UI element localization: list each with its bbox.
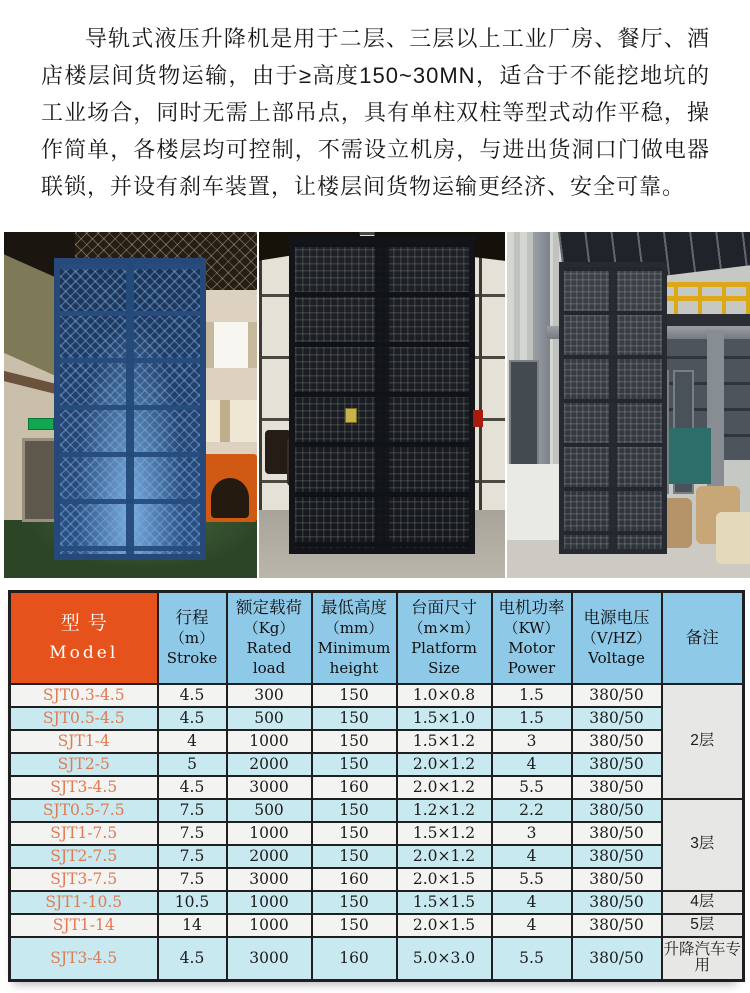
spec-cell-remark: 4层 (662, 891, 744, 914)
spec-cell-stroke: 4 (158, 730, 227, 753)
spec-header-en: Stroke (166, 649, 218, 668)
spec-cell-min_height: 150 (312, 914, 397, 937)
spec-table (8, 590, 745, 982)
spec-cell-power: 2.2 (492, 799, 572, 822)
photo1-lift-cage-tower (54, 258, 206, 560)
spec-cell-remark: 5层 (662, 914, 744, 937)
photo2-lift-cage-tower (289, 236, 475, 554)
spec-cell-voltage: 380/50 (572, 868, 662, 891)
spec-cell-stroke: 7.5 (158, 868, 227, 891)
spec-row-SJT1-14 (10, 914, 744, 937)
spec-row-SJT3-7.5 (10, 868, 744, 891)
spec-cell-power: 1.5 (492, 684, 572, 707)
spec-cell-platform: 1.0×0.8 (397, 684, 492, 707)
spec-cell-stroke: 7.5 (158, 845, 227, 868)
spec-cell-model: SJT1-10.5 (10, 891, 158, 914)
spec-cell-voltage: 380/50 (572, 914, 662, 937)
spec-cell-model: SJT2-5 (10, 753, 158, 776)
spec-cell-stroke: 5 (158, 753, 227, 776)
spec-header-en: Minimum height (317, 639, 391, 678)
spec-header-en: Voltage (588, 649, 645, 668)
spec-cell-power: 5.5 (492, 937, 572, 981)
spec-cell-stroke: 4.5 (158, 937, 227, 981)
spec-cell-model: SJT0.5-4.5 (10, 707, 158, 730)
spec-header-voltage (572, 592, 662, 684)
spec-row-SJT0.3-4.5 (10, 684, 744, 707)
spec-cell-stroke: 14 (158, 914, 227, 937)
spec-cell-platform: 1.5×1.5 (397, 891, 492, 914)
spec-cell-min_height: 150 (312, 799, 397, 822)
spec-cell-model: SJT1-4 (10, 730, 158, 753)
photo1-exit-sign (28, 418, 54, 430)
spec-cell-load: 1000 (227, 822, 312, 845)
spec-cell-voltage: 380/50 (572, 684, 662, 707)
spec-header-zh: 电机功率 (498, 598, 565, 618)
spec-row-SJT3-4.5 (10, 776, 744, 799)
spec-cell-min_height: 150 (312, 891, 397, 914)
spec-header-zh: 型号 (60, 611, 115, 634)
spec-header-zh: 台面尺寸 (411, 598, 477, 618)
photo1-forklift-load (211, 478, 249, 518)
product-photo-blue-lift (4, 232, 257, 578)
spec-header-unit: （mm） (324, 619, 384, 638)
spec-cell-load: 2000 (227, 753, 312, 776)
spec-header-zh: 最低高度 (321, 598, 387, 618)
spec-cell-model: SJT3-4.5 (10, 776, 158, 799)
spec-header-model (10, 592, 158, 684)
spec-cell-platform: 1.5×1.2 (397, 822, 492, 845)
spec-header-platform-size (397, 592, 492, 684)
spec-cell-min_height: 150 (312, 753, 397, 776)
spec-cell-platform: 5.0×3.0 (397, 937, 492, 981)
spec-cell-min_height: 160 (312, 868, 397, 891)
spec-cell-power: 3 (492, 730, 572, 753)
spec-row-SJT0.5-7.5 (10, 799, 744, 822)
spec-cell-voltage: 380/50 (572, 730, 662, 753)
spec-cell-min_height: 150 (312, 684, 397, 707)
spec-header-zh: 额定载荷 (236, 598, 302, 618)
product-photo-strip (4, 232, 750, 578)
spec-cell-voltage: 380/50 (572, 937, 662, 981)
spec-cell-power: 3 (492, 822, 572, 845)
spec-cell-power: 5.5 (492, 868, 572, 891)
spec-cell-voltage: 380/50 (572, 891, 662, 914)
spec-cell-load: 1000 (227, 891, 312, 914)
spec-cell-min_height: 150 (312, 730, 397, 753)
spec-cell-model: SJT3-4.5 (10, 937, 158, 981)
spec-cell-voltage: 380/50 (572, 799, 662, 822)
spec-header-remark (662, 592, 744, 684)
spec-cell-stroke: 4.5 (158, 776, 227, 799)
spec-cell-load: 500 (227, 799, 312, 822)
spec-cell-power: 5.5 (492, 776, 572, 799)
spec-cell-load: 3000 (227, 776, 312, 799)
spec-row-SJT1-4 (10, 730, 744, 753)
spec-row-SJT3-4.5 (10, 937, 744, 981)
spec-cell-load: 1000 (227, 730, 312, 753)
spec-cell-model: SJT0.3-4.5 (10, 684, 158, 707)
spec-header-unit: （m×m） (408, 619, 480, 638)
spec-cell-model: SJT1-7.5 (10, 822, 158, 845)
spec-cell-load: 3000 (227, 937, 312, 981)
spec-cell-load: 300 (227, 684, 312, 707)
spec-row-SJT2-5 (10, 753, 744, 776)
spec-header-zh: 电源电压 (583, 608, 650, 628)
photo3-lift-cage-tower (559, 262, 667, 554)
spec-cell-platform: 2.0×1.2 (397, 776, 492, 799)
spec-row-SJT1-7.5 (10, 822, 744, 845)
spec-cell-platform: 1.5×1.0 (397, 707, 492, 730)
spec-header-rated-load (227, 592, 312, 684)
spec-header-stroke (158, 592, 227, 684)
spec-header-minimum-height (312, 592, 397, 684)
spec-header-motor-power (492, 592, 572, 684)
photo2-warning-label (345, 408, 357, 423)
spec-cell-stroke: 10.5 (158, 891, 227, 914)
spec-cell-load: 1000 (227, 914, 312, 937)
spec-cell-platform: 2.0×1.2 (397, 845, 492, 868)
spec-cell-power: 4 (492, 753, 572, 776)
spec-cell-load: 500 (227, 707, 312, 730)
spec-cell-voltage: 380/50 (572, 707, 662, 730)
spec-cell-platform: 2.0×1.5 (397, 914, 492, 937)
spec-table-header-row (10, 592, 744, 684)
spec-cell-remark: 升降汽车专用 (662, 937, 744, 981)
spec-cell-voltage: 380/50 (572, 753, 662, 776)
spec-table-body (10, 684, 744, 981)
spec-cell-remark: 2层 (662, 684, 744, 799)
spec-cell-remark: 3层 (662, 799, 744, 891)
spec-cell-voltage: 380/50 (572, 822, 662, 845)
spec-header-unit: （KW） (503, 619, 560, 638)
spec-header-unit: （V/HZ） (581, 629, 652, 648)
spec-cell-min_height: 150 (312, 822, 397, 845)
spec-header-zh: 备注 (685, 628, 719, 648)
spec-header-en: Motor Power (507, 639, 556, 678)
spec-header-en: Platform Size (411, 639, 477, 678)
spec-cell-min_height: 160 (312, 776, 397, 799)
spec-row-SJT2-7.5 (10, 845, 744, 868)
spec-header-en: Rated load (246, 639, 292, 678)
product-photo-black-lift (259, 232, 505, 578)
product-photo-grey-lift (507, 232, 750, 578)
spec-cell-platform: 1.5×1.2 (397, 730, 492, 753)
spec-cell-model: SJT3-7.5 (10, 868, 158, 891)
spec-cell-platform: 2.0×1.2 (397, 753, 492, 776)
spec-cell-voltage: 380/50 (572, 845, 662, 868)
spec-cell-power: 4 (492, 891, 572, 914)
spec-cell-min_height: 160 (312, 937, 397, 981)
spec-cell-stroke: 7.5 (158, 799, 227, 822)
photo3-equipment (669, 428, 711, 484)
spec-header-en: Model (49, 642, 119, 663)
spec-cell-platform: 1.2×1.2 (397, 799, 492, 822)
photo3-bulk-bag (716, 512, 750, 564)
spec-cell-model: SJT2-7.5 (10, 845, 158, 868)
spec-header-zh: 行程 (175, 608, 209, 628)
spec-cell-model: SJT0.5-7.5 (10, 799, 158, 822)
spec-cell-min_height: 150 (312, 845, 397, 868)
spec-cell-load: 2000 (227, 845, 312, 868)
spec-row-SJT0.5-4.5 (10, 707, 744, 730)
product-description: 导轨式液压升降机是用于二层、三层以上工业厂房、餐厅、酒店楼层间货物运输，由于≥高度150~30MN，适合于不能挖地坑的工业场合，同时无需上部吊点，具有单柱双柱等型式动作平稳，操作简单，各楼层均可控制，不需设立机房，与进出货洞口门做电器联锁，并设有刹车装置，让楼层间货物运输更经济、安全可靠。 (41, 26, 710, 199)
spec-header-unit: （Kg） (243, 619, 295, 638)
spec-cell-power: 1.5 (492, 707, 572, 730)
spec-cell-stroke: 7.5 (158, 822, 227, 845)
spec-cell-load: 3000 (227, 868, 312, 891)
spec-row-SJT1-10.5 (10, 891, 744, 914)
spec-cell-power: 4 (492, 845, 572, 868)
spec-cell-power: 4 (492, 914, 572, 937)
spec-header-unit: （m） (169, 629, 215, 648)
spec-cell-stroke: 4.5 (158, 684, 227, 707)
spec-table-wrapper (8, 590, 742, 982)
spec-cell-min_height: 150 (312, 707, 397, 730)
spec-cell-platform: 2.0×1.5 (397, 868, 492, 891)
photo2-control-box (473, 410, 483, 427)
spec-cell-model: SJT1-14 (10, 914, 158, 937)
spec-cell-stroke: 4.5 (158, 707, 227, 730)
spec-cell-voltage: 380/50 (572, 776, 662, 799)
